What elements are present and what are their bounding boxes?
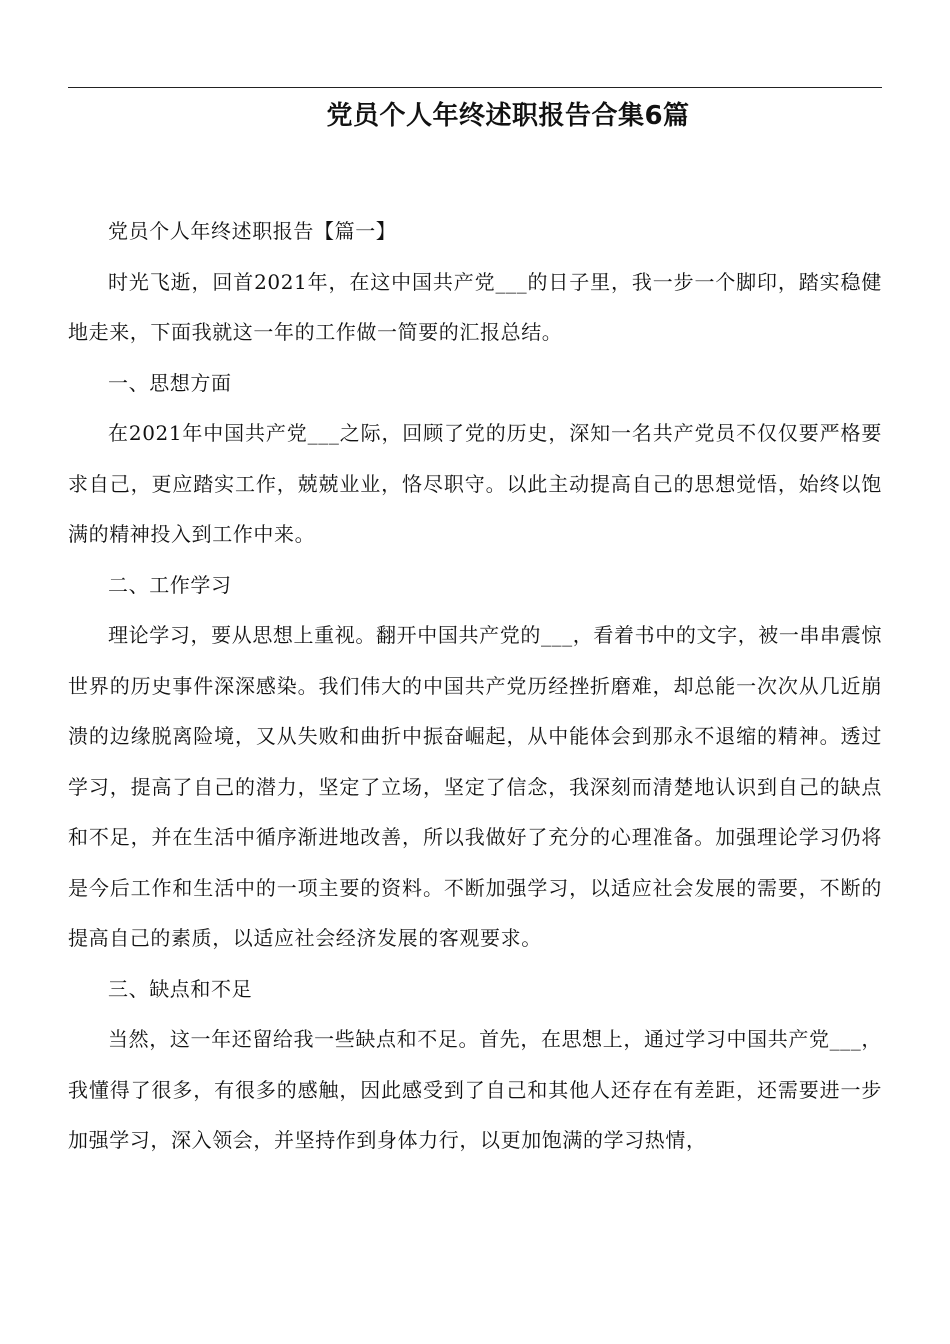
- body-paragraph: 理论学习，要从思想上重视。翻开中国共产党的___，看着书中的文字，被一串串震惊世界的历史事件深深感染。我们伟大的中国共产党历经挫折磨难，却总能一次次从几近崩溃的边缘脱离险境，又从失败和曲折中振奋崛起，从中能体会到那永不退缩的精神。透过学习，提高了自己的潜力，坚定了立场，坚定了信念，我深刻而清楚地认识到自己的缺点和不足，并在生活中循序渐进地改善，所以我做好了充分的心理准备。加强理论学习仍将是今后工作和生活中的一项主要的资料。不断加强学习，以适应社会发展的需要，不断的提高自己的素质，以适应社会经济发展的客观要求。: [68, 623, 882, 950]
- section-heading: 一、思想方面: [108, 370, 232, 395]
- document-title: 党员个人年终述职报告合集6篇: [326, 101, 690, 131]
- section-heading: 二、工作学习: [108, 572, 232, 597]
- body-paragraph: 当然，这一年还留给我一些缺点和不足。首先，在思想上，通过学习中国共产党___，我懂得了很多，有很多的感触，因此感受到了自己和其他人还存在有差距，还需要进一步加强学习，深入领会，并坚持作到身体力行，以更加饱满的学习热情，: [68, 1027, 882, 1152]
- body-paragraph: 在2021年中国共产党___之际，回顾了党的历史，深知一名共产党员不仅仅要严格要求自己，更应踏实工作，兢兢业业，恪尽职守。以此主动提高自己的思想觉悟，始终以饱满的精神投入到工作中来。: [68, 421, 882, 546]
- section-heading: 党员个人年终述职报告【篇一】: [108, 219, 397, 243]
- document-body: [68, 206, 882, 1166]
- header-rule: [68, 87, 882, 88]
- body-paragraph: 时光飞逝，回首2021年，在这中国共产党___的日子里，我一步一个脚印，踏实稳健地走来，下面我就这一年的工作做一简要的汇报总结。: [68, 269, 882, 344]
- section-heading: 三、缺点和不足: [108, 976, 253, 1001]
